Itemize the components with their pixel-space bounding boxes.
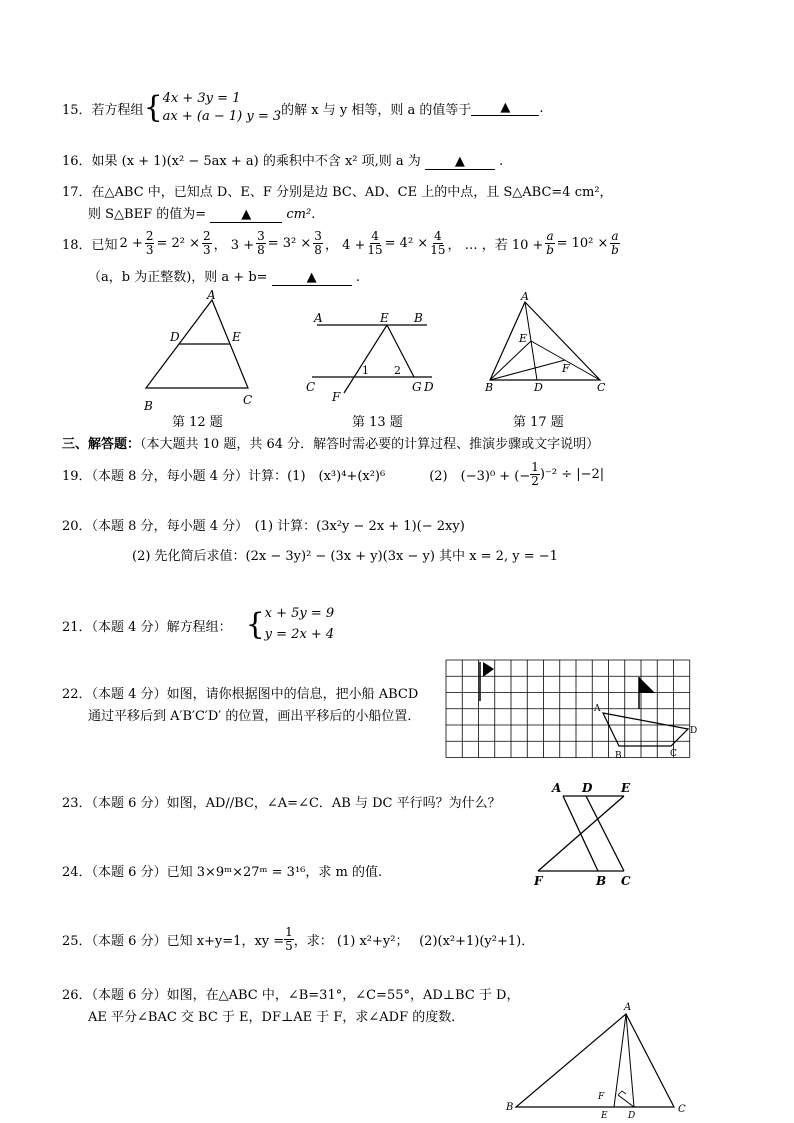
q17-line2-post: cm².: [286, 207, 316, 222]
fig17-label-B: B: [485, 381, 494, 394]
q25-frac: $\frac{1}{5}$: [285, 924, 293, 953]
q18-blank[interactable]: ▲: [272, 270, 352, 286]
q15-eq2: ax + (a − 1) y = 3: [162, 109, 282, 124]
q17-line2: [88, 203, 315, 223]
q16-text: 16．如果 (x + 1)(x² − 5ax + a) 的乘积中不含 x² 项,则 a 为: [62, 154, 421, 169]
fig12-label-B: B: [144, 399, 153, 413]
q25-post: ，求： (1) x²+y²； (2)(x²+1)(y²+1)．: [293, 933, 535, 949]
section3-desc: （本大题共 10 题，共 64 分．解答时需必要的计算过程、推演步骤或文字说明）: [140, 437, 600, 452]
q17-line1: 17．在△ABC 中，已知点 D、E、F 分别是边 BC、AD、CE 上的中点，且 S△ABC=4 cm²，: [62, 185, 613, 200]
q18-end: .: [355, 270, 360, 285]
q18-line1: [62, 226, 620, 260]
fig17-caption: 第 17 题: [513, 415, 564, 430]
section3-label: 三、解答题：: [62, 437, 141, 452]
fig13-label-B: B: [414, 311, 423, 325]
q20-line2: (2) 先化简后求值：(2x − 3y)² − (3x + y)(3x − y) 其中 x = 2, y = −1: [132, 549, 558, 564]
fig13-caption: 第 13 题: [352, 415, 403, 430]
fig12-label-A: A: [207, 288, 216, 302]
fig13-label-A: A: [314, 311, 323, 325]
q21: [62, 603, 334, 647]
fig17-label-C: C: [597, 381, 606, 394]
q26-line1: 26．（本题 6 分）如图，在△ABC 中，∠B=31°，∠C=55°，AD⊥BC 于 D，: [62, 988, 520, 1003]
q23-label-D: D: [582, 781, 593, 795]
q21-brace: {: [245, 607, 265, 642]
fig13-label-F: F: [332, 390, 341, 404]
q17-blank[interactable]: ▲: [210, 207, 282, 223]
q15-end: .: [539, 100, 544, 116]
q15-eq1: 4x + 3y = 1: [162, 91, 241, 107]
q26-label-A: A: [624, 1002, 632, 1013]
q15-pre: 若方程组: [91, 102, 144, 118]
q18-e1b: = 2² ×: [156, 235, 201, 251]
q16-end: .: [499, 154, 504, 169]
q18-e1f1: $\frac{2}{3}$: [145, 228, 154, 257]
fig17-label-F: F: [562, 362, 570, 375]
q25: [62, 922, 534, 956]
q23-label-E: E: [621, 781, 631, 795]
q17-line2-pre: 则 S△BEF 的值为=: [88, 207, 207, 222]
q18-e2f2: $\frac{3}{8}$: [314, 228, 322, 257]
q19: [62, 458, 604, 490]
q15-brace: {: [143, 90, 163, 125]
fig13-label-C: C: [306, 380, 316, 394]
fig12-caption: 第 12 题: [172, 415, 223, 430]
q22-label-A: A: [594, 704, 601, 714]
q18-e3f1: $\frac{4}{15}$: [367, 228, 383, 257]
q21-eq1: x + 5y = 9: [264, 606, 335, 622]
fig17-label-E: E: [519, 332, 528, 345]
fig13-label-E: E: [380, 311, 389, 325]
q20-line1: 20．（本题 8 分，每小题 4 分） (1) 计算：(3x²y − 2x + 1)(− 2xy): [62, 519, 465, 534]
q21-eq2: y = 2x + 4: [264, 627, 335, 642]
q18-e2f1: $\frac{3}{8}$: [257, 228, 265, 257]
q26-label-B: B: [506, 1102, 514, 1113]
q23-label-C: C: [621, 874, 631, 888]
q18-line2-pre: （a，b 为正整数)，则 a + b=: [88, 270, 268, 285]
q19-text: 19．（本题 8 分，每小题 4 分）计算：(1) (x³)⁴+(x²)⁶: [62, 468, 386, 484]
q15-blank[interactable]: ▲: [471, 100, 539, 116]
q18-e1f2: $\frac{2}{3}$: [203, 228, 211, 257]
q26-line2: AE 平分∠BAC 交 BC 于 E，DF⊥AE 于 F，求∠ADF 的度数．: [88, 1010, 465, 1025]
figure-12: [140, 290, 260, 420]
fig13-label-G: G: [412, 380, 422, 394]
q22-line2: 通过平移后到 A′B′C′D′ 的位置，画出平移后的小船位置．: [88, 709, 421, 724]
q15-number: 15．: [62, 102, 92, 118]
q19-part2b: )⁻² ÷ |−2|: [539, 466, 605, 482]
q21-text: 21．（本题 4 分）解方程组：: [62, 619, 232, 635]
q22-label-B: B: [615, 751, 622, 761]
q18-e4b: = 10² ×: [556, 235, 609, 251]
q16: [62, 150, 503, 170]
q26-label-D: D: [628, 1111, 636, 1121]
q25-pre: 25．（本题 6 分）已知 x+y=1，xy =: [62, 933, 285, 949]
q23-text: 23．（本题 6 分）如图，AD//BC，∠A=∠C．AB 与 DC 平行吗？为什么？: [62, 796, 501, 811]
q18-e2b: = 3² ×: [267, 235, 312, 251]
q23-label-B: B: [596, 874, 607, 888]
q19-frac: $\frac{1}{2}$: [531, 459, 539, 488]
q18-e3f2: $\frac{4}{15}$: [430, 228, 446, 257]
fig12-label-E: E: [232, 330, 241, 344]
q18-e2a: ， 3 +: [213, 237, 255, 253]
q23-label-A: A: [552, 781, 562, 795]
q23-figure: [532, 778, 652, 888]
fig13-label-D: D: [424, 380, 434, 394]
q22-label-C: C: [670, 749, 677, 759]
q18-e4f2: $\frac{a}{b}$: [611, 228, 619, 257]
q15-post: 的解 x 与 y 相等，则 a 的值等于: [281, 102, 472, 118]
q26-label-C: C: [678, 1104, 686, 1115]
figure-13: [302, 305, 442, 405]
q18-line2: [88, 266, 360, 286]
fig17-label-D: D: [534, 381, 543, 394]
q18-e3b: = 4² ×: [384, 235, 429, 251]
fig17-label-A: A: [521, 290, 529, 303]
fig12-label-C: C: [243, 393, 253, 407]
q16-blank[interactable]: ▲: [425, 154, 495, 170]
q23-label-F: F: [534, 874, 543, 888]
section3-heading: [62, 433, 599, 452]
q19-part2: (2) (−3)⁰ + (−: [429, 468, 531, 484]
q24-text: 24．（本题 6 分）已知 3×9ᵐ×27ᵐ = 3¹⁶，求 m 的值.: [62, 865, 383, 880]
q22-line1: 22．（本题 4 分）如图，请你根据图中的信息，把小船 ABCD: [62, 687, 419, 702]
q18-e3a: ， 4 +: [324, 237, 366, 253]
q18-e4f1: $\frac{a}{b}$: [546, 228, 554, 257]
fig13-angle-1: 1: [362, 364, 369, 377]
q26-figure: [502, 998, 702, 1121]
q15: [62, 88, 544, 128]
q22-label-D: D: [690, 726, 698, 736]
q26-label-E: E: [601, 1111, 608, 1121]
q26-label-F: F: [598, 1092, 605, 1102]
q18-e1a: 2 +: [119, 235, 143, 251]
fig12-label-D: D: [170, 330, 180, 344]
fig13-angle-2: 2: [394, 364, 401, 377]
q22-grid-figure: [443, 657, 703, 762]
q18-e4a: ， … ，若 10 +: [447, 237, 544, 253]
q18-number: 18．已知: [62, 237, 118, 253]
figure-17: [482, 290, 612, 395]
